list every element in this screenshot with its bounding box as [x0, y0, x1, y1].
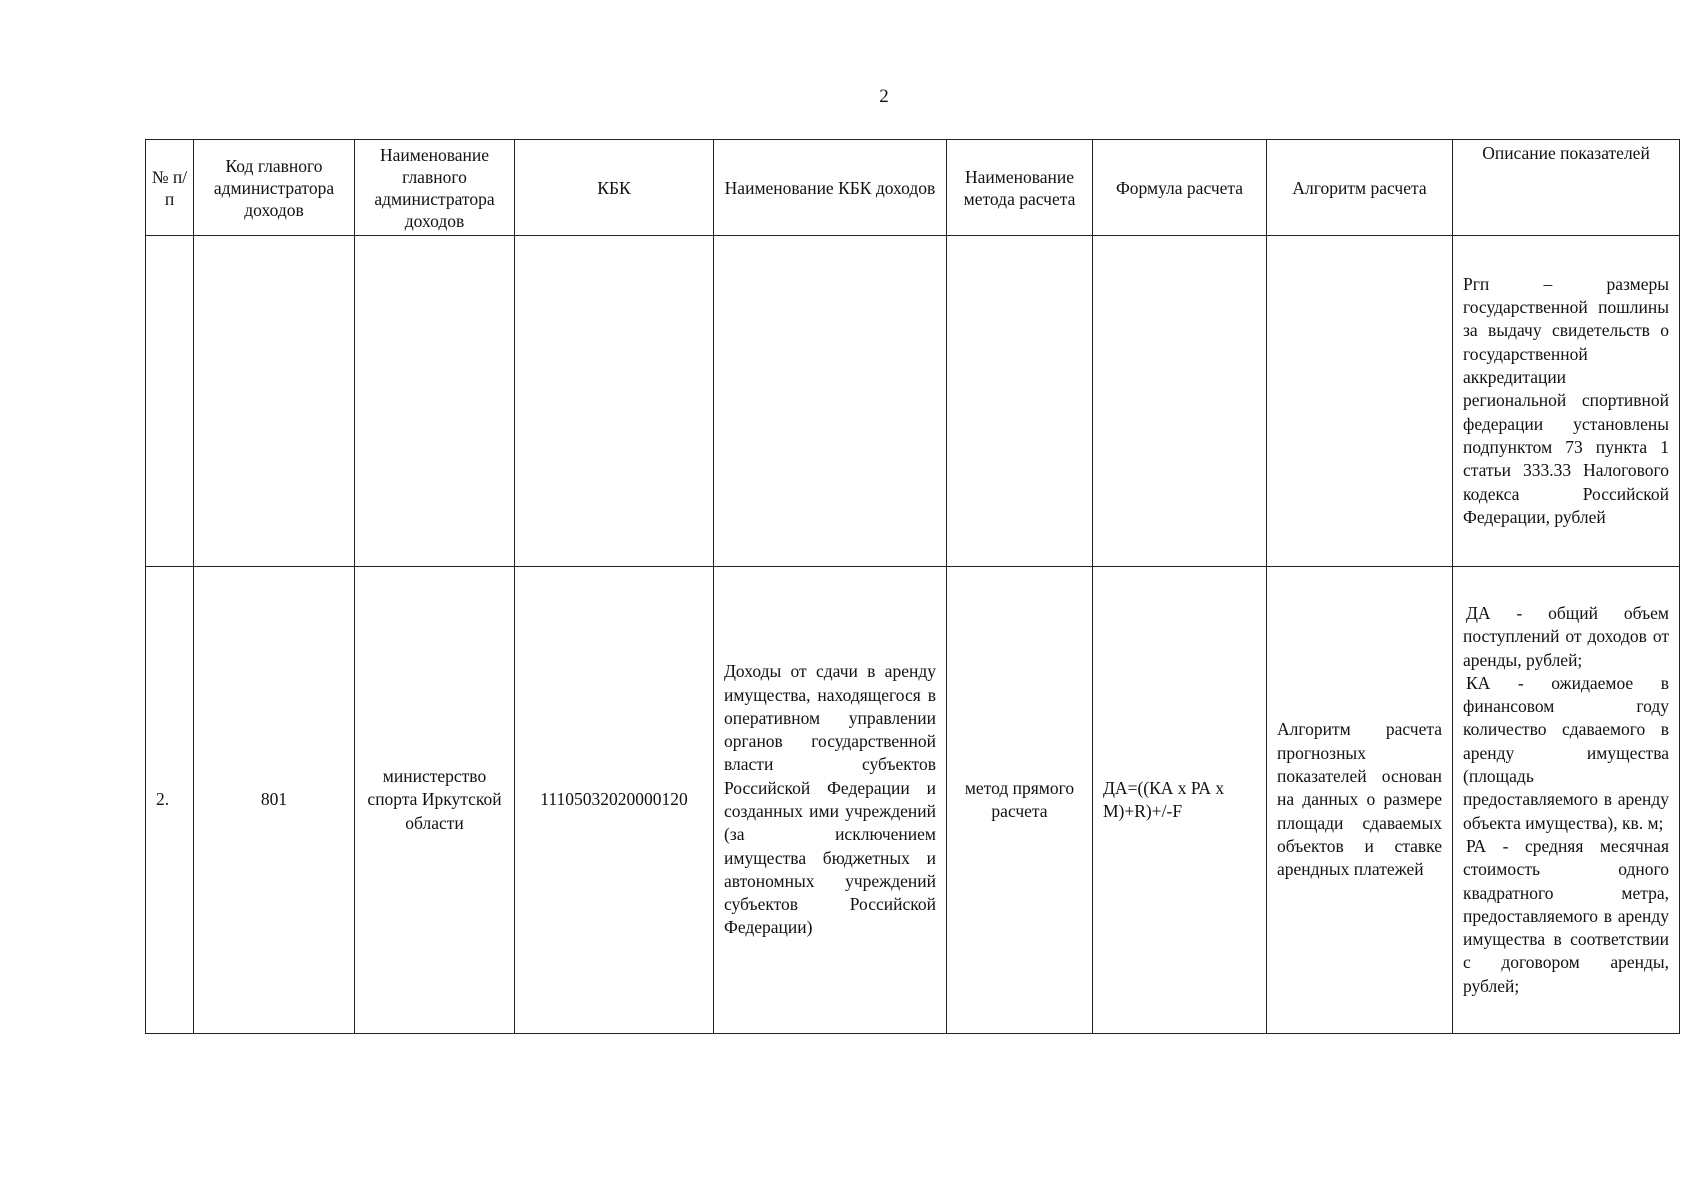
header-kbk: КБК	[515, 140, 714, 236]
header-algorithm: Алгоритм расчета	[1267, 140, 1453, 236]
cell-formula: ДА=((КА х РА х М)+R)+/-F	[1093, 567, 1267, 1034]
cell-method	[947, 236, 1093, 567]
cell-kbk-name: Доходы от сдачи в аренду имущества, находящегося в оперативном управлении органов государственной власти субъектов Российской Федерации и созданных ими учреждений (за исключением имущества бюджетных и автономных учреждений субъектов Российской Федерации)	[714, 567, 947, 1034]
header-admin-code: Код главного администратора доходов	[194, 140, 355, 236]
description-item: РА - средняя месячная стоимость одного квадратного метра, предоставляемого в аренду имущества в соответствии с договором аренды, рублей;	[1463, 835, 1669, 996]
cell-method: метод прямого расчета	[947, 567, 1093, 1034]
header-formula: Формула расчета	[1093, 140, 1267, 236]
header-description: Описание показателей	[1453, 140, 1680, 236]
cell-kbk	[515, 236, 714, 567]
cell-admin-code	[194, 236, 355, 567]
description-item: ДА - общий объем поступлений от доходов от аренды, рублей;	[1463, 602, 1669, 670]
revenue-forecast-table	[145, 139, 1680, 1034]
table-header-row	[146, 140, 1680, 236]
cell-formula	[1093, 236, 1267, 567]
table-row	[146, 236, 1680, 567]
cell-num	[146, 236, 194, 567]
header-kbk-name: Наименование КБК доходов	[714, 140, 947, 236]
description-item: КА - ожидаемое в финансовом году количество сдаваемого в аренду имущества (площадь предоставляемого в аренду объекта имущества), кв. м;	[1463, 672, 1669, 833]
cell-admin-name: министерство спорта Иркутской области	[355, 567, 515, 1034]
cell-kbk-name	[714, 236, 947, 567]
cell-description	[1453, 567, 1680, 1034]
cell-admin-code: 801	[194, 567, 355, 1034]
header-admin-name: Наименование главного администратора доходов	[355, 140, 515, 236]
cell-algorithm	[1267, 236, 1453, 567]
cell-num: 2.	[146, 567, 194, 1034]
cell-description: Ргп – размеры государственной пошлины за выдачу свидетельств о государственной аккредитации региональной спортивной федерации установлены подпунктом 73 пункта 1 статьи 333.33 Налогового кодекса Российской Федерации, рублей	[1453, 236, 1680, 567]
header-num: № п/п	[146, 140, 194, 236]
cell-algorithm: Алгоритм расчета прогнозных показателей основан на данных о размере площади сдаваемых объектов и ставке арендных платежей	[1267, 567, 1453, 1034]
table-row	[146, 567, 1680, 1034]
cell-admin-name	[355, 236, 515, 567]
page-number: 2	[879, 86, 889, 107]
header-method: Наименование метода расчета	[947, 140, 1093, 236]
cell-kbk: 11105032020000120	[515, 567, 714, 1034]
